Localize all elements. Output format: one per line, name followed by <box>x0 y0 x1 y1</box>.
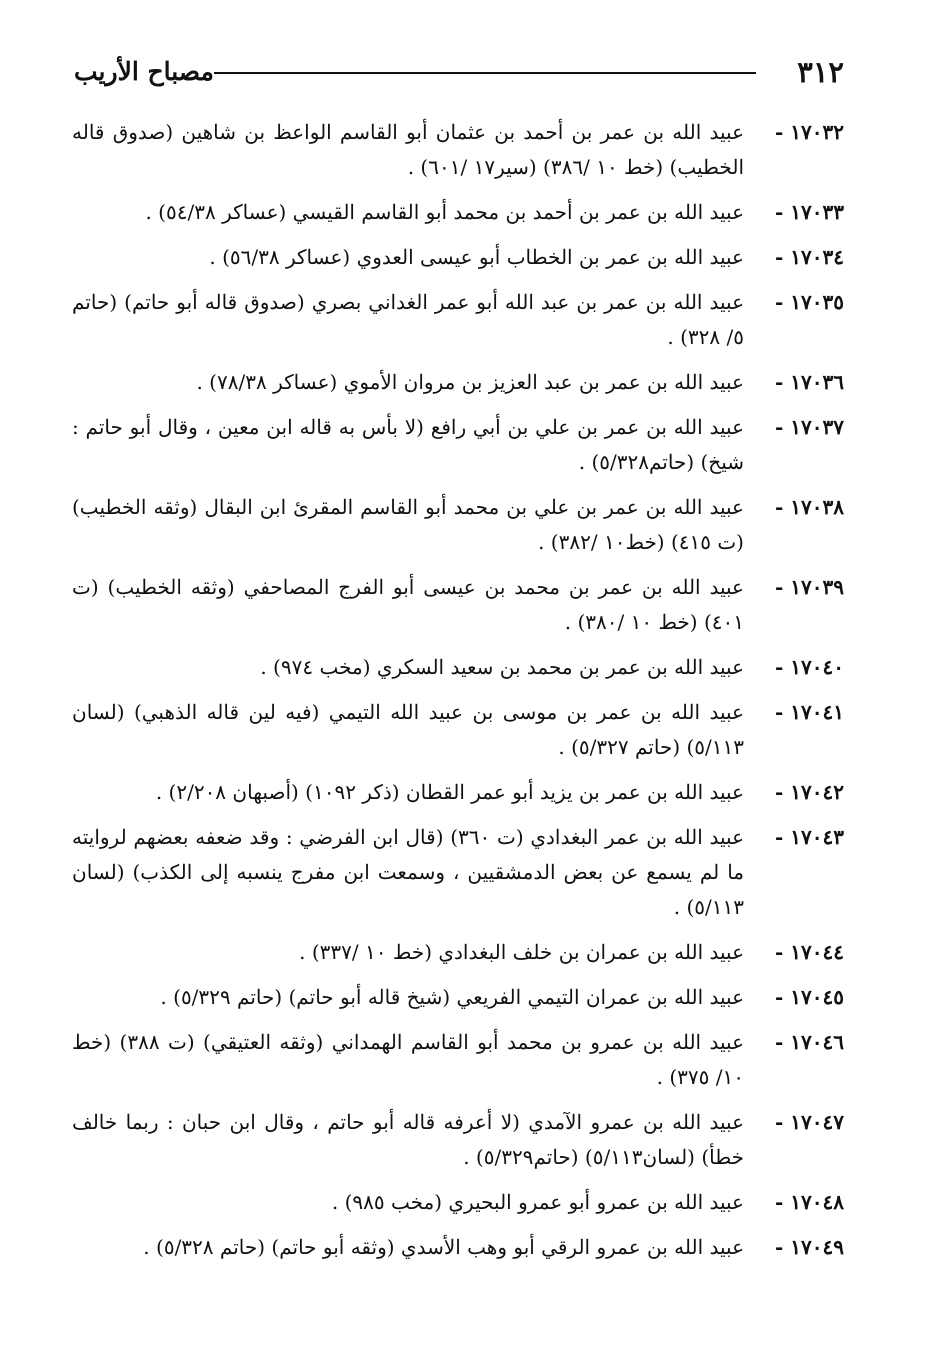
entry-number: ١٧٠٤٢ - <box>775 780 844 804</box>
entry-text: عبيد الله بن عمر بن عبد العزيز بن مروان الأموي (عساكر ٧٨/٣٨) . <box>196 370 744 394</box>
book-title: مصباح الأريب <box>74 57 214 86</box>
entry-number: ١٧٠٣٨ - <box>775 495 844 519</box>
entry <box>72 1105 844 1175</box>
entry-number: ١٧٠٤٠ - <box>775 655 844 679</box>
entry-number: ١٧٠٤٩ - <box>775 1235 844 1259</box>
entry-number: ١٧٠٤٣ - <box>775 825 844 849</box>
entry-number: ١٧٠٣٢ - <box>775 120 844 144</box>
entry <box>72 285 844 355</box>
entry-text: عبيد الله بن عمر بن محمد بن سعيد السكري (مخب ٩٧٤) . <box>260 655 744 679</box>
entry-text: عبيد الله بن عمر بن عبد الله أبو عمر الغداني بصري (صدوق قاله أبو حاتم) (حاتم ٥/ ٣٢٨) . <box>72 290 744 349</box>
entry <box>72 820 844 925</box>
entry-number: ١٧٠٤٦ - <box>775 1030 844 1054</box>
entry <box>72 695 844 765</box>
entry <box>72 410 844 480</box>
entry <box>72 935 844 970</box>
entry-list <box>72 115 844 1275</box>
entry <box>72 980 844 1015</box>
header-rule <box>214 72 756 74</box>
entry <box>72 1230 844 1265</box>
entry-number: ١٧٠٣٣ - <box>775 200 844 224</box>
entry-number: ١٧٠٤٨ - <box>775 1190 844 1214</box>
entry-text: عبيد الله بن عمر البغدادي (ت ٣٦٠) (قال ابن الفرضي : وقد ضعفه بعضهم لروايته ما لم يسمع عن بعض الدمشقيين ، وسمعت ابن مفرج ينسبه إلى الكذب) (لسان ٥/١١٣) . <box>72 825 745 919</box>
entry-text: عبيد الله بن عمرو بن محمد أبو القاسم الهمداني (وثقه العتيقي) (ت ٣٨٨) (خط ١٠/ ٣٧٥) . <box>72 1030 745 1089</box>
entry <box>72 240 844 275</box>
entry <box>72 1025 844 1095</box>
entry-number: ١٧٠٣٥ - <box>775 290 844 314</box>
page-header <box>74 52 844 92</box>
entry-number: ١٧٠٣٧ - <box>775 415 844 439</box>
entry <box>72 650 844 685</box>
entry-text: عبيد الله بن عمرو الآمدي (لا أعرفه قاله أبو حاتم ، وقال ابن حبان : ربما خالف خطأ) (لسان٥/١١٣) (حاتم٥/٣٢٩) . <box>72 1110 744 1169</box>
entry-text: عبيد الله بن عمر بن علي بن محمد أبو القاسم المقرئ ابن البقال (وثقه الخطيب) (ت ٤١٥) (خط١٠ /٣٨٢) . <box>72 495 744 554</box>
entry-text: عبيد الله بن عمر بن أحمد بن محمد أبو القاسم القيسي (عساكر ٥٤/٣٨) . <box>145 200 744 224</box>
entry <box>72 115 844 185</box>
entry-text: عبيد الله بن عمران بن خلف البغدادي (خط ١٠ /٣٣٧) . <box>299 940 744 964</box>
entry <box>72 195 844 230</box>
page-number: ٣١٢ <box>797 55 844 89</box>
entry-number: ١٧٠٣٤ - <box>775 245 844 269</box>
entry-text: عبيد الله بن عمران التيمي الفريعي (شيخ قاله أبو حاتم) (حاتم ٥/٣٢٩) . <box>160 985 744 1009</box>
entry <box>72 570 844 640</box>
entry-text: عبيد الله بن عمر بن علي بن أبي رافع (لا بأس به قاله ابن معين ، وقال أبو حاتم : شيخ) (حاتم٥/٣٢٨) . <box>72 415 744 474</box>
entry <box>72 775 844 810</box>
entry <box>72 490 844 560</box>
entry-text: عبيد الله بن عمر بن موسى بن عبيد الله التيمي (فيه لين قاله الذهبي) (لسان ٥/١١٣) (حاتم ٥/٣٢٧) . <box>72 700 744 759</box>
entry-number: ١٧٠٤٤ - <box>775 940 844 964</box>
entry <box>72 1185 844 1220</box>
entry-text: عبيد الله بن عمر بن أحمد بن عثمان أبو القاسم الواعظ بن شاهين (صدوق قاله الخطيب) (خط ١٠ /٣٨٦) (سير١٧ /٦٠١) . <box>72 120 744 179</box>
entry <box>72 365 844 400</box>
entry-text: عبيد الله بن عمرو الرقي أبو وهب الأسدي (وثقه أبو حاتم) (حاتم ٥/٣٢٨) . <box>143 1235 744 1259</box>
entry-text: عبيد الله بن عمر بن الخطاب أبو عيسى العدوي (عساكر ٥٦/٣٨) . <box>209 245 744 269</box>
entry-number: ١٧٠٤٧ - <box>775 1110 844 1134</box>
entry-number: ١٧٠٤١ - <box>775 700 844 724</box>
entry-text: عبيد الله بن عمر بن يزيد أبو عمر القطان (ذكر ١٠٩٢) (أصبهان ٢/٢٠٨) . <box>155 780 744 804</box>
entry-number: ١٧٠٤٥ - <box>775 985 844 1009</box>
entry-text: عبيد الله بن عمرو أبو عمرو البحيري (مخب ٩٨٥) . <box>331 1190 744 1214</box>
entry-number: ١٧٠٣٩ - <box>775 575 844 599</box>
entry-text: عبيد الله بن عمر بن محمد بن عيسى أبو الفرج المصاحفي (وثقه الخطيب) (ت ٤٠١) (خط ١٠ /٣٨٠) . <box>72 575 744 634</box>
entry-number: ١٧٠٣٦ - <box>775 370 844 394</box>
